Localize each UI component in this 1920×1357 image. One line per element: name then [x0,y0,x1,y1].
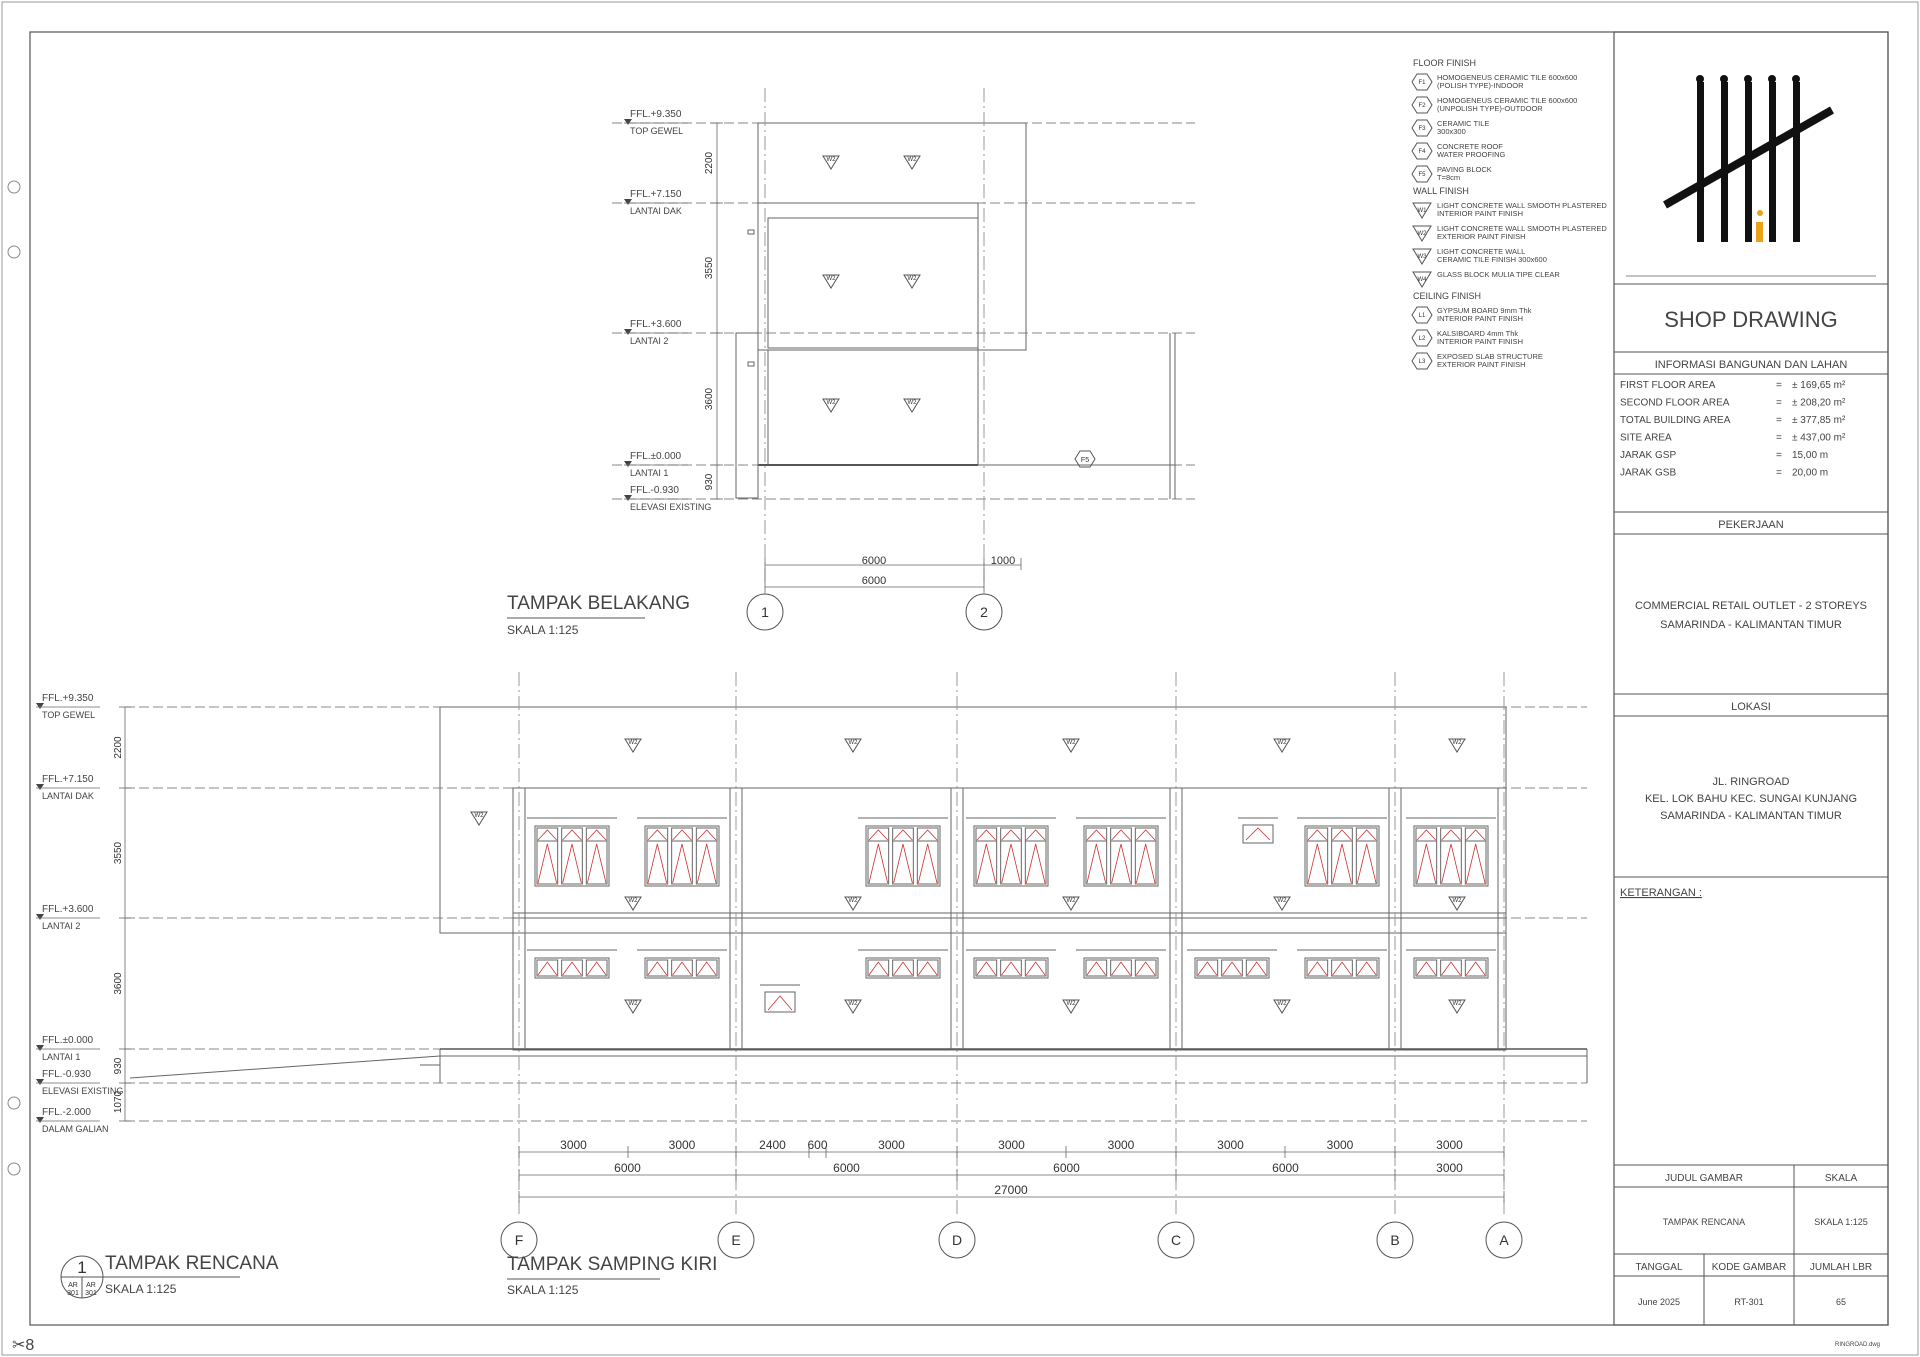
building-info-eq: = [1776,397,1782,409]
building-info-value: ± 169,65 m² [1792,380,1846,391]
building-info-value: 15,00 m [1792,450,1829,461]
level-elevation: FFL.-0.930 [630,485,679,496]
dim-label: 6000 [833,1161,860,1175]
building-info-label: TOTAL BUILDING AREA [1620,415,1731,426]
window-opening-mark [697,844,716,883]
window-frame [1084,958,1158,978]
wall-finish-tag: W2 [1277,898,1287,904]
side-elevation [125,707,1587,1121]
grid-axis-label: A [1499,1232,1509,1248]
legend-code: F1 [1418,80,1426,86]
building-info-header: INFORMASI BANGUNAN DAN LAHAN [1654,359,1848,371]
dim-label: 3000 [1436,1161,1463,1175]
window-frame [866,826,940,886]
building-info-value: 20,00 m [1792,467,1829,479]
dim-label: 6000 [861,555,887,567]
legend-description: EXTERIOR PAINT FINISH [1437,232,1526,241]
window-opening-mark [1002,962,1021,975]
side-horizontal-dims [519,1138,1504,1203]
side-grid-axes [501,1222,1522,1258]
grid-axis-label: C [1170,1232,1182,1248]
dim-label: 3550 [704,256,715,280]
window-opening-mark [587,844,606,883]
side-level-markers [36,693,123,1134]
legend-code: W1 [1417,208,1427,214]
rear-elevation [612,88,1195,594]
window-opening-mark [1466,844,1485,883]
wall-finish-tag: W2 [628,740,638,746]
legend-description: T=8cm [1437,173,1461,182]
building-info-eq: = [1776,415,1782,426]
legend-description: (UNPOLISH TYPE)-OUTDOOR [1437,104,1543,113]
legend-description: (POLISH TYPE)-INDOOR [1437,81,1524,90]
wall-finish-tag: W2 [1277,1001,1287,1007]
company-logo [1665,75,1832,242]
wall-finish-tag: W2 [1452,740,1462,746]
level-elevation: FFL.+3.600 [630,319,682,330]
binder-hole [8,1097,20,1109]
legend-code: W3 [1417,254,1427,260]
window-opening-mark [587,962,606,975]
wall-finish-tag: W2 [1277,740,1287,746]
dim-label: 3550 [113,841,124,865]
window-opening-mark [673,844,692,883]
wall-finish-tag: W2 [907,157,917,163]
window-opening-mark [1308,962,1327,975]
window-opening-mark [869,962,888,975]
window-opening-mark [563,844,582,883]
window-frame [535,958,609,978]
side-windows [527,818,1496,1012]
legend-description: WATER PROOFING [1437,150,1506,159]
tanggal-header: TANGGAL [1635,1262,1683,1273]
skala-header: SKALA [1824,1173,1858,1184]
window-opening-mark [1112,962,1131,975]
legend-description: GYPSUM BOARD 9mm Thk [1437,306,1532,315]
wall-finish-tag: W2 [474,813,484,819]
level-elevation: FFL.±0.000 [42,1035,94,1046]
window-opening-mark [894,962,913,975]
level-name: LANTAI 2 [42,921,81,931]
file-name: RINGROAD.dwg [1834,1342,1880,1348]
level-elevation: FFL.+7.150 [42,774,94,785]
dim-label: 930 [704,473,715,491]
window-opening-mark [1223,962,1242,975]
rear-vertical-dims [704,151,715,490]
rear-elevation-scale: SKALA 1:125 [507,623,579,637]
level-name: TOP GEWEL [42,710,96,720]
legend-description: CONCRETE ROOF [1437,142,1503,151]
judul-header: JUDUL GAMBAR [1665,1173,1743,1184]
dim-label: 6000 [861,575,887,587]
tanggal-value: June 2025 [1637,1297,1681,1307]
binder-hole [8,246,20,258]
building-info-label: FIRST FLOOR AREA [1620,380,1716,391]
level-name: ELEVASI EXISTING [630,502,712,512]
legend-description: INTERIOR PAINT FINISH [1437,337,1523,346]
skala-value: SKALA 1:125 [1814,1217,1868,1227]
level-name: LANTAI 1 [42,1052,81,1062]
keterangan-label: KETERANGAN : [1620,887,1702,899]
window-frame [1084,826,1158,886]
plan-title-scale: SKALA 1:125 [105,1282,177,1296]
window-opening-mark [538,844,557,883]
legend-code: F4 [1418,149,1426,155]
plan-ref: AR [68,1282,78,1289]
window-opening-mark [869,844,888,883]
lokasi-line: KEL. LOK BAHU KEC. SUNGAI KUNJANG [1644,793,1858,805]
legend-description: INTERIOR PAINT FINISH [1437,314,1523,323]
window-opening-mark [1247,962,1266,975]
window-opening-mark [918,962,937,975]
wall-finish-tag: W2 [826,157,836,163]
level-name: LANTAI 1 [630,468,669,478]
kode-value: RT-301 [1734,1297,1764,1307]
legend-description: GLASS BLOCK MULIA TIPE CLEAR [1437,270,1560,279]
window-opening-mark [1026,844,1045,883]
level-elevation: FFL.±0.000 [630,451,682,462]
dim-label: 930 [113,1057,124,1075]
level-name: LANTAI 2 [630,336,669,346]
level-elevation: FFL.+7.150 [630,189,682,200]
window-opening-mark [1136,962,1155,975]
kode-header: KODE GAMBAR [1711,1262,1787,1273]
window-opening-mark [1442,962,1461,975]
legend-description: INTERIOR PAINT FINISH [1437,209,1523,218]
plan-ref: 301 [85,1290,97,1297]
level-elevation: FFL.+9.350 [42,693,94,704]
legend-description: LIGHT CONCRETE WALL SMOOTH PLASTERED [1437,201,1607,210]
wall-finish-tag: W2 [1452,1001,1462,1007]
jumlah-value: 65 [1835,1297,1847,1307]
legend-code: F2 [1418,103,1426,109]
plan-ref: AR [86,1282,96,1289]
window-opening-mark [1136,844,1155,883]
wall-finish-tag: W2 [848,740,858,746]
window-frame [1195,958,1269,978]
side-elevation-scale: SKALA 1:125 [507,1283,579,1297]
window-opening-mark [1333,962,1352,975]
grid-axis-label: B [1390,1232,1400,1248]
window-opening-mark [1308,844,1327,883]
jumlah-header: JUMLAH LBR [1809,1262,1873,1273]
lokasi-line: JL. RINGROAD [1712,776,1790,788]
floor-finish-tag: F5 [1080,457,1090,464]
window-opening-mark [673,962,692,975]
dim-label: 2200 [113,736,124,759]
wall-finish-tag: W2 [628,1001,638,1007]
wall-finish-tag: W2 [1066,740,1076,746]
wall-finish-tag: W2 [1066,1001,1076,1007]
judul-value: TAMPAK RENCANA [1662,1217,1746,1227]
legend-code: W4 [1417,277,1427,283]
legend-code: F3 [1418,126,1426,132]
window-opening-mark [1417,962,1436,975]
dim-label: 3000 [878,1138,905,1152]
level-elevation: FFL.-0.930 [42,1069,91,1080]
legend-description: CERAMIC TILE FINISH 300x600 [1437,255,1547,264]
wall-finish-tag: W2 [1066,898,1076,904]
grid-axis-label: 2 [980,604,988,620]
level-elevation: FFL.-2.000 [42,1107,91,1118]
level-name: LANTAI DAK [42,791,94,801]
window-opening-mark [977,844,996,883]
legend-code: L2 [1418,336,1426,342]
window-opening-mark [563,962,582,975]
dim-label: 3000 [1326,1138,1354,1152]
dim-label: 27000 [994,1183,1028,1197]
legend-description: 300x300 [1437,127,1466,136]
legend-description: HOMOGENEUS CERAMIC TILE 600x600 [1437,73,1578,82]
building-info-label: JARAK GSB [1620,467,1677,479]
wall-finish-tag: W2 [907,400,917,406]
wall-finish-tag: W2 [1452,898,1462,904]
binder-hole [8,1163,20,1175]
dim-label: 3600 [113,972,124,995]
plan-title: TAMPAK RENCANA [105,1253,279,1274]
window-opening-mark [768,996,792,1010]
grid-axis-label: D [951,1232,963,1248]
dim-label: 3000 [1436,1138,1463,1152]
building-info-value: ± 208,20 m² [1792,397,1846,409]
window-opening-mark [538,962,557,975]
title-block [1614,32,1888,1325]
legend-description: EXPOSED SLAB STRUCTURE [1437,352,1543,361]
wall-finish-tag: W2 [848,1001,858,1007]
grid-axis-label: 1 [761,604,769,620]
building-info-value: ± 377,85 m² [1792,415,1846,426]
dim-label: 6000 [1053,1161,1080,1175]
window-frame [1305,958,1379,978]
legend-code: L3 [1418,359,1426,365]
lokasi-line: SAMARINDA - KALIMANTAN TIMUR [1660,810,1842,822]
legend-description: KALSIBOARD 4mm Thk [1437,329,1519,338]
level-elevation: FFL.+9.350 [630,109,682,120]
dim-label: 2200 [704,151,715,175]
legend-description: EXTERIOR PAINT FINISH [1437,360,1526,369]
plan-ref: 301 [67,1290,79,1297]
legend-description: CERAMIC TILE [1437,119,1490,128]
window-frame [974,826,1048,886]
wall-finish-tag: W2 [907,276,917,282]
building-info-eq: = [1776,380,1782,391]
dim-label: 1070 [113,1090,124,1114]
side-elevation-title: TAMPAK SAMPING KIRI [507,1254,718,1275]
legend-code: F5 [1418,172,1426,178]
plan-title-number: 1 [77,1258,87,1277]
level-name: DALAM GALIAN [42,1124,109,1134]
window-opening-mark [1087,962,1106,975]
legend-description: LIGHT CONCRETE WALL [1437,247,1526,256]
window-opening-mark [648,962,667,975]
side-columns [513,672,1506,1218]
window-opening-mark [1333,844,1352,883]
window-opening-mark [1357,962,1376,975]
building-info-label: SITE AREA [1620,432,1672,444]
side-vertical-dims [113,707,131,1121]
legend-description: HOMOGENEUS CERAMIC TILE 600x600 [1437,96,1578,105]
building-info-eq: = [1776,467,1782,479]
level-name: LANTAI DAK [630,206,682,216]
dim-label: 3000 [560,1138,587,1152]
wall-finish-tag: W2 [826,400,836,406]
dim-label: 3000 [1107,1138,1135,1152]
grid-axis-label: F [514,1232,524,1248]
grid-axis-label: E [731,1232,741,1248]
building-info-label: SECOND FLOOR AREA [1620,397,1730,409]
window-opening-mark [894,844,913,883]
window-frame [765,992,795,1012]
window-frame [1414,958,1488,978]
dim-label: 3000 [1217,1138,1244,1152]
dim-label: 3600 [704,387,715,411]
window-frame [1414,826,1488,886]
window-opening-mark [1417,844,1436,883]
window-opening-mark [648,844,667,883]
window-opening-mark [1357,844,1376,883]
dim-label: 6000 [614,1161,641,1175]
window-opening-mark [1002,844,1021,883]
dim-label: 3000 [998,1138,1025,1152]
window-opening-mark [1246,828,1270,840]
building-info-eq: = [1776,432,1782,444]
side-wall-tags [471,739,1465,1013]
window-opening-mark [977,962,996,975]
dim-label: 6000 [1272,1161,1299,1175]
building-info-eq: = [1776,450,1782,461]
level-elevation: FFL.+3.600 [42,904,94,915]
dim-label: 3000 [668,1138,696,1152]
window-frame [1305,826,1379,886]
legend-section-title: CEILING FINISH [1413,291,1482,301]
dim-label: 2400 [759,1138,786,1152]
level-name: ELEVASI EXISTING [42,1086,124,1096]
lokasi-header: LOKASI [1731,701,1771,713]
binder-hole [8,181,20,193]
window-frame [535,826,609,886]
rear-elevation-title: TAMPAK BELAKANG [507,593,691,614]
legend-code: L1 [1418,313,1426,319]
pekerjaan-header: PEKERJAAN [1718,519,1784,531]
wall-finish-tag: W2 [628,898,638,904]
column-pilaster [1498,788,1506,1050]
window-frame [974,958,1048,978]
legend-description: LIGHT CONCRETE WALL SMOOTH PLASTERED [1437,224,1607,233]
pekerjaan-line: COMMERCIAL RETAIL OUTLET - 2 STOREYS [1634,600,1868,612]
wall-finish-tag: W2 [826,276,836,282]
legend-section-title: WALL FINISH [1413,186,1469,196]
window-frame [645,958,719,978]
building-info-value: ± 437,00 m² [1792,432,1846,444]
window-opening-mark [1026,962,1045,975]
window-opening-mark [1112,844,1131,883]
legend-section-title: FLOOR FINISH [1413,58,1477,68]
window-opening-mark [1198,962,1217,975]
sheet-heading: SHOP DRAWING [1664,307,1838,332]
window-opening-mark [1466,962,1485,975]
dim-label: 1000 [990,555,1016,567]
level-name: TOP GEWEL [630,126,684,136]
window-frame [866,958,940,978]
window-frame [645,826,719,886]
wall-finish-tag: W2 [848,898,858,904]
window-opening-mark [697,962,716,975]
finish-legend [1412,58,1607,369]
rear-level-markers [624,109,711,512]
legend-code: W2 [1417,231,1427,237]
sheet-inner-border [30,32,1888,1325]
legend-description: PAVING BLOCK [1437,165,1492,174]
window-opening-mark [1442,844,1461,883]
building-info-list [1620,380,1846,479]
dim-label: 600 [807,1138,828,1152]
window-opening-mark [918,844,937,883]
window-opening-mark [1087,844,1106,883]
scissors-icon: ✂8 [12,1337,35,1354]
pekerjaan-line: SAMARINDA - KALIMANTAN TIMUR [1660,619,1842,631]
building-info-label: JARAK GSP [1620,450,1677,461]
